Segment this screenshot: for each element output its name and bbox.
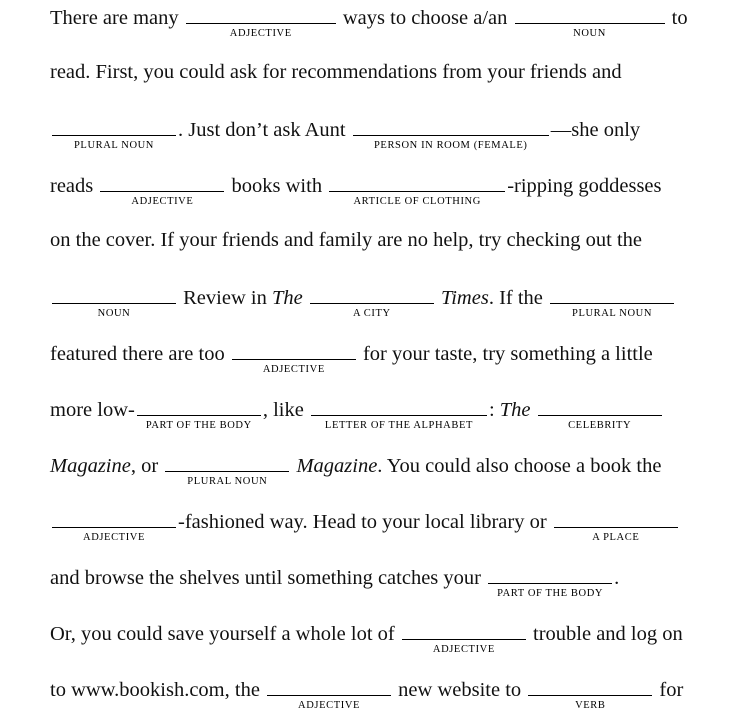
story-line-content <box>50 560 690 599</box>
story-text: books with <box>226 175 328 197</box>
story-text: featured there are too <box>50 343 230 365</box>
story-text: . You could also choose a book the <box>377 455 662 477</box>
blank-caption: PART OF THE BODY <box>145 420 252 431</box>
blank-caption: LETTER OF THE ALPHABET <box>324 420 473 431</box>
story-text <box>531 399 536 421</box>
story-text: Or, you could save yourself a whole lot of <box>50 623 400 645</box>
blank-field[interactable] <box>137 398 261 431</box>
blank-caption: ADJECTIVE <box>262 364 325 375</box>
story-text: . <box>614 567 620 589</box>
story-line-content <box>50 224 690 256</box>
story-text: There are many <box>50 7 184 29</box>
blank-caption: PLURAL NOUN <box>572 308 653 319</box>
story-text: . Just don’t ask Aunt <box>178 119 351 141</box>
story-text: , or <box>130 455 164 477</box>
story-line <box>0 280 736 336</box>
story-line-content <box>50 448 690 487</box>
story-line-content <box>50 504 690 543</box>
story-line-content <box>50 280 690 319</box>
blank-field[interactable] <box>52 510 176 543</box>
story-text: -fashioned way. Head to your local library or <box>178 511 552 533</box>
story-line <box>0 0 736 56</box>
blank-field[interactable] <box>550 286 674 319</box>
blank-field[interactable] <box>311 398 487 431</box>
blank-field[interactable] <box>528 678 652 711</box>
blank-caption: PERSON IN ROOM (FEMALE) <box>373 140 528 151</box>
story-line-content <box>50 0 690 39</box>
story-line <box>0 56 736 112</box>
blank-caption: CELEBRITY <box>568 420 632 431</box>
story-text <box>303 287 308 309</box>
blank-field[interactable] <box>186 6 336 39</box>
story-text: to <box>666 7 688 29</box>
blank-caption: A CITY <box>352 308 391 319</box>
story-text: for your taste, try something a little <box>357 343 653 365</box>
story-text: reads <box>50 175 99 197</box>
story-text: for <box>654 679 684 701</box>
blank-field[interactable] <box>353 118 549 151</box>
story-line <box>0 336 736 392</box>
story-text-italic: The <box>499 399 531 421</box>
story-line <box>0 616 736 672</box>
story-text: -ripping goddesses <box>507 175 662 197</box>
blank-field[interactable] <box>402 622 526 655</box>
blank-caption: ADJECTIVE <box>229 28 292 39</box>
story-line-content <box>50 168 690 207</box>
blank-field[interactable] <box>554 510 678 543</box>
blank-caption: PART OF THE BODY <box>497 588 604 599</box>
story-text-italic: Times <box>440 287 489 309</box>
blank-field[interactable] <box>100 174 224 207</box>
story-text: . If the <box>488 287 549 309</box>
story-text: read. First, you could ask for recommendations from your friends and <box>50 61 622 83</box>
story-line-content <box>50 392 690 431</box>
story-line <box>0 448 736 504</box>
blank-field[interactable] <box>165 454 289 487</box>
story-text: trouble and log on <box>527 623 683 645</box>
story-line <box>0 672 736 728</box>
blank-caption: ADJECTIVE <box>83 532 145 543</box>
story-text: new website to <box>393 679 527 701</box>
blank-caption: VERB <box>575 700 606 711</box>
story-text-italic: The <box>271 287 303 309</box>
blank-field[interactable] <box>488 566 612 599</box>
story-line <box>0 504 736 560</box>
story-line-content <box>50 336 690 375</box>
story-line <box>0 560 736 616</box>
story-text: on the cover. If your friends and family are no help, try checking out the <box>50 229 643 251</box>
blank-field[interactable] <box>52 118 176 151</box>
story-text: ways to choose a/an <box>337 7 513 29</box>
blank-field[interactable] <box>232 342 356 375</box>
story-text: Review in <box>178 287 272 309</box>
story-text: : <box>488 399 500 421</box>
blank-field[interactable] <box>52 286 176 319</box>
blank-field[interactable] <box>267 678 391 711</box>
story-text: and browse the shelves until something catches your <box>50 567 487 589</box>
story-line <box>0 112 736 168</box>
blank-caption: ADJECTIVE <box>298 700 361 711</box>
story-line-content <box>50 672 690 711</box>
blank-field[interactable] <box>515 6 665 39</box>
story-text: —she only <box>550 119 641 141</box>
blank-caption: PLURAL NOUN <box>187 476 268 487</box>
blank-caption: A PLACE <box>592 532 640 543</box>
story-line-content <box>50 112 690 151</box>
blank-caption: ARTICLE OF CLOTHING <box>353 196 481 207</box>
story-text-italic: Magazine <box>296 455 378 477</box>
story-line <box>0 224 736 280</box>
story-line <box>0 392 736 448</box>
blank-caption: NOUN <box>573 28 606 39</box>
blank-caption: NOUN <box>97 308 131 319</box>
story-text: more low- <box>50 399 135 421</box>
story-line-content <box>50 56 690 88</box>
blank-caption: ADJECTIVE <box>432 644 495 655</box>
story-text: , like <box>262 399 309 421</box>
story-text: to www.bookish.com, the <box>50 679 266 701</box>
blank-field[interactable] <box>538 398 662 431</box>
story-text-italic: Magazine <box>50 455 131 477</box>
blank-caption: PLURAL NOUN <box>73 140 155 151</box>
blank-caption: ADJECTIVE <box>131 196 194 207</box>
story-line <box>0 168 736 224</box>
blank-field[interactable] <box>310 286 434 319</box>
blank-field[interactable] <box>329 174 505 207</box>
story-line-content <box>50 616 690 655</box>
